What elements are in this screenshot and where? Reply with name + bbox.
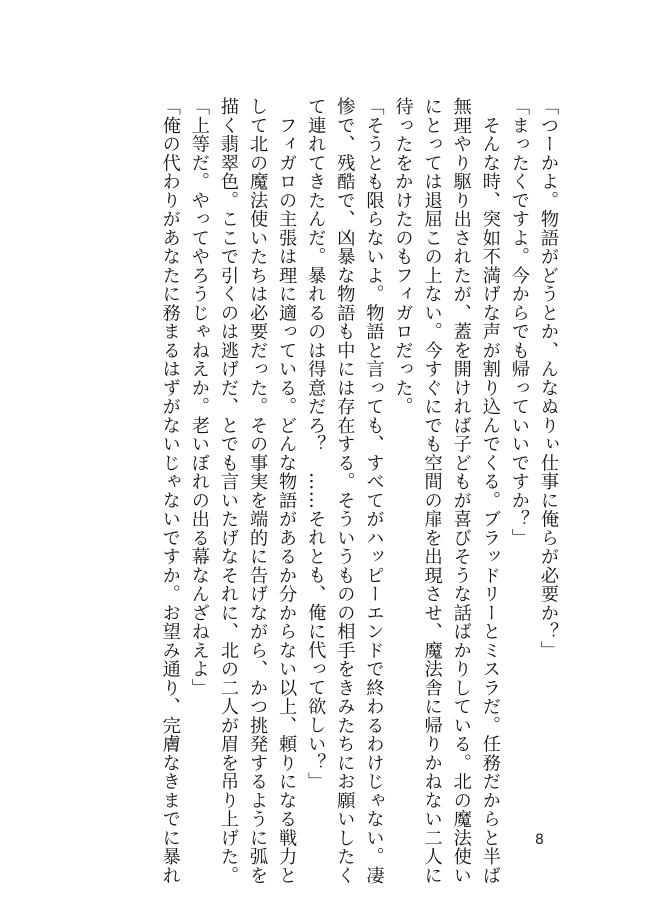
text-line-8: 惨で、残酷で、凶暴な物語も中には存在する。そういうものの相手をきみたちにお願いしたく <box>334 97 356 885</box>
page-number: 8 <box>535 832 544 848</box>
text-line-3: そんな時、突如不満げな声が割り込んでくる。ブラッドリーとミスラだ。任務だからと半ば <box>479 97 501 885</box>
text-line-4: 無理やり駆り出されたが、蓋を開ければ子どもが喜びそうな話ばかりしている。北の魔法使い <box>450 97 472 885</box>
text-line-7: 「そうとも限らないよ。物語と言っても、すべてがハッピーエンドで終わるわけじゃない。凄 <box>363 97 385 885</box>
text-line-1: 「つーかよ。物語がどうとか、んなぬりぃ仕事に俺らが必要か？」 <box>538 97 559 660</box>
text-line-12: 描く翡翠色。ここで引くのは逃げだ、とでも言いたげなそれに、北の二人が眉を吊り上げた。 <box>217 97 239 885</box>
text-line-9: て連れてきたんだ。暴れるのは得意だろ？ ……それとも、俺に代って欲しい？」 <box>305 97 327 791</box>
text-line-10: フィガロの主張は理に適っている。どんな物語があるか分からない以上、頼りになる戦力と <box>276 97 298 885</box>
text-line-11: して北の魔法使いたちは必要だった。その事実を端的に告げながら、かつ挑発するように弧を <box>247 97 269 885</box>
text-line-13: 「上等だ。やってやろうじゃねえか。老いぼれの出る幕なんざねえよ」 <box>188 97 210 697</box>
text-line-5: にとっては退屈この上ない。今すぐにでも空間の扉を出現させ、魔法舎に帰りかねない二人に <box>421 97 443 885</box>
text-line-6: 待ったをかけたのもフィガロだった。 <box>392 97 414 416</box>
vertical-text-block <box>156 97 563 885</box>
text-line-14: 「俺の代わりがあなたに務まるはずがないじゃないですか。お望み通り、完膚なきまでに暴れ <box>159 97 181 885</box>
text-line-2: 「まったくですよ。今からでも帰っていいですか？」 <box>508 97 530 547</box>
